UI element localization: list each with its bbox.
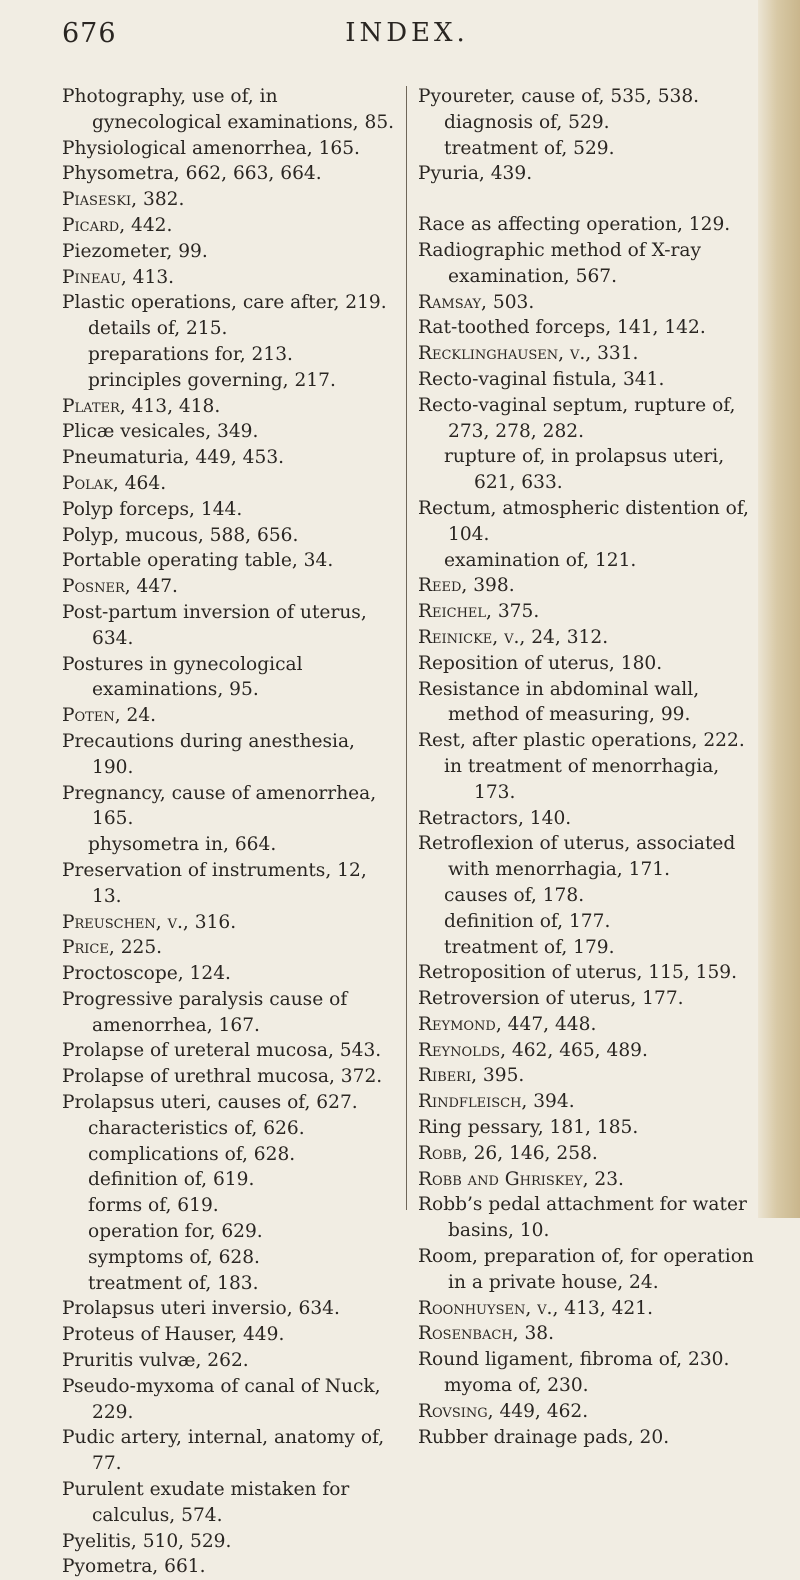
index-entry: Purulent exudate mistaken for calculus, 574.: [62, 1479, 350, 1526]
index-subentry: characteristics of, 626.: [88, 1117, 305, 1139]
index-entry: Physometra, 662, 663, 664.: [62, 163, 322, 185]
index-entry: Rosenbach, 38.: [418, 1323, 555, 1345]
index-entry: Robb’s pedal attachment for water basins, 10.: [418, 1194, 747, 1242]
index-entry: Recklinghausen, v., 331.: [418, 343, 639, 365]
index-entry: Pruritis vulvæ, 262.: [62, 1350, 249, 1372]
index-subentry: diagnosis of, 529.: [444, 111, 610, 133]
index-entry: Pregnancy, cause of amenorrhea, 165.: [62, 782, 377, 830]
page-header: [62, 18, 752, 58]
index-entry: Polak, 464.: [62, 472, 167, 494]
index-entry: Plastic operations, care after, 219.: [62, 292, 387, 314]
index-entry: Proteus of Hauser, 449.: [62, 1324, 285, 1346]
index-subentry: treatment of, 183.: [88, 1272, 259, 1294]
index-entry: Prolapsus uteri inversio, 634.: [62, 1298, 340, 1320]
index-entry: Picard, 442.: [62, 214, 173, 236]
index-entry: Pseudo-myxoma of canal of Nuck, 229.: [62, 1375, 381, 1423]
index-entry: Price, 225.: [62, 937, 163, 959]
page-edge: [758, 0, 800, 1218]
page-number: 676: [62, 18, 117, 49]
index-subentry: symptoms of, 628.: [88, 1246, 260, 1268]
index-entry: Prolapsus uteri, causes of, 627.: [62, 1092, 358, 1114]
index-entry: Reynolds, 462, 465, 489.: [418, 1039, 648, 1061]
index-entry: Polyp, mucous, 588, 656.: [62, 524, 299, 546]
index-entry: Portable operating table, 34.: [62, 550, 334, 572]
index-entry: Progressive paralysis cause of amenorrhea, 167.: [62, 988, 348, 1036]
index-entry: Race as affecting operation, 129.: [418, 214, 731, 236]
index-entry: Preuschen, v., 316.: [62, 911, 237, 933]
index-entry: Physiological amenorrhea, 165.: [62, 137, 360, 159]
index-entry: Radiographic method of X-ray examination, 567.: [418, 239, 701, 287]
index-entry: Pyoureter, cause of, 535, 538.: [418, 86, 700, 107]
index-entry: Plater, 413, 418.: [62, 395, 221, 417]
index-entry: Plicæ vesicales, 349.: [62, 421, 259, 443]
index-subentry: myoma of, 230.: [444, 1375, 589, 1397]
index-entry: Pyuria, 439.: [418, 163, 533, 185]
index-entry: Room, preparation of, for operation in a private house, 24.: [418, 1246, 754, 1293]
index-entry: Pyelitis, 510, 529.: [62, 1530, 232, 1552]
index-entry: Proctoscope, 124.: [62, 963, 231, 985]
index-entry: Resistance in abdominal wall, method of measuring, 99.: [418, 678, 700, 726]
index-entry: Roonhuysen, v., 413, 421.: [418, 1297, 653, 1319]
index-entry: Recto-vaginal septum, rupture of, 273, 278, 282.: [418, 394, 736, 442]
index-subentry: definition of, 619.: [88, 1169, 255, 1191]
index-entry: Posner, 447.: [62, 576, 178, 598]
index-entry: Reposition of uterus, 180.: [418, 652, 663, 674]
index-subentry: preparations for, 213.: [88, 343, 293, 365]
index-column-right: [418, 84, 754, 1450]
index-entry: Pineau, 413.: [62, 266, 175, 288]
index-entry: Rectum, atmospheric distention of, 104.: [418, 497, 749, 545]
index-entry: Precautions during anesthesia, 190.: [62, 730, 355, 778]
index-entry: Ring pessary, 181, 185.: [418, 1117, 639, 1139]
index-entry: Prolapse of ureteral mucosa, 543.: [62, 1040, 382, 1062]
index-entry: Retroposition of uterus, 115, 159.: [418, 962, 738, 984]
index-subentry: physometra in, 664.: [88, 834, 277, 856]
index-entry: Retroversion of uterus, 177.: [418, 988, 684, 1010]
index-entry: Ramsay, 503.: [418, 291, 535, 313]
index-column-left: [62, 84, 398, 1580]
index-subentry: causes of, 178.: [444, 884, 585, 906]
index-subentry: treatment of, 529.: [444, 137, 615, 159]
index-entry: Recto-vaginal fistula, 341.: [418, 368, 665, 390]
index-subentry: complications of, 628.: [88, 1143, 296, 1165]
index-subentry: rupture of, in prolapsus uteri, 621, 633.: [444, 446, 725, 494]
index-entry: Prolapse of urethral mucosa, 372.: [62, 1066, 383, 1088]
index-entry: Pyometra, 661.: [62, 1556, 206, 1578]
index-entry: Piezometer, 99.: [62, 240, 208, 262]
index-subentry: details of, 215.: [88, 318, 228, 340]
index-entry: Riberi, 395.: [418, 1065, 525, 1087]
index-entry: Rat-toothed forceps, 141, 142.: [418, 317, 706, 339]
column-divider: [406, 86, 407, 1210]
index-entry: Pudic artery, internal, anatomy of, 77.: [62, 1427, 385, 1475]
index-entry: Postures in gynecological examinations, 95.: [62, 653, 303, 701]
index-entry: Reymond, 447, 448.: [418, 1013, 597, 1035]
index-entry: Poten, 24.: [62, 705, 157, 727]
index-entry: Reichel, 375.: [418, 601, 540, 623]
index-entry: Post-partum inversion of uterus, 634.: [62, 601, 367, 649]
running-title: INDEX.: [345, 18, 469, 48]
index-entry: Pneumaturia, 449, 453.: [62, 447, 285, 469]
index-subentry: forms of, 619.: [88, 1195, 219, 1217]
index-subentry: definition of, 177.: [444, 910, 611, 932]
index-subentry: principles governing, 217.: [88, 369, 336, 391]
index-subentry: operation for, 629.: [88, 1221, 263, 1243]
index-entry: Reed, 398.: [418, 575, 515, 597]
index-entry: Piaseski, 382.: [62, 189, 185, 211]
index-entry: Rubber drainage pads, 20.: [418, 1426, 670, 1448]
index-entry: Photography, use of, in gynecological examinations, 85.: [62, 86, 395, 133]
index-entry: Robb and Ghriskey, 23.: [418, 1168, 624, 1190]
index-entry: Preservation of instruments, 12, 13.: [62, 859, 367, 907]
index-entry: Reinicke, v., 24, 312.: [418, 626, 609, 648]
index-subentry: treatment of, 179.: [444, 936, 615, 958]
index-entry: Polyp forceps, 144.: [62, 498, 243, 520]
index-entry: Robb, 26, 146, 258.: [418, 1142, 598, 1164]
index-entry: Round ligament, fibroma of, 230.: [418, 1349, 730, 1371]
index-subentry: examination of, 121.: [444, 549, 637, 571]
index-entry: Rindfleisch, 394.: [418, 1091, 575, 1113]
index-entry: Rest, after plastic operations, 222.: [418, 730, 745, 752]
index-entry: Retroflexion of uterus, associated with menorrhagia, 171.: [418, 833, 736, 881]
index-entry: Rovsing, 449, 462.: [418, 1400, 589, 1422]
index-entry: Retractors, 140.: [418, 807, 572, 829]
index-subentry: in treatment of menorrhagia, 173.: [444, 755, 720, 803]
